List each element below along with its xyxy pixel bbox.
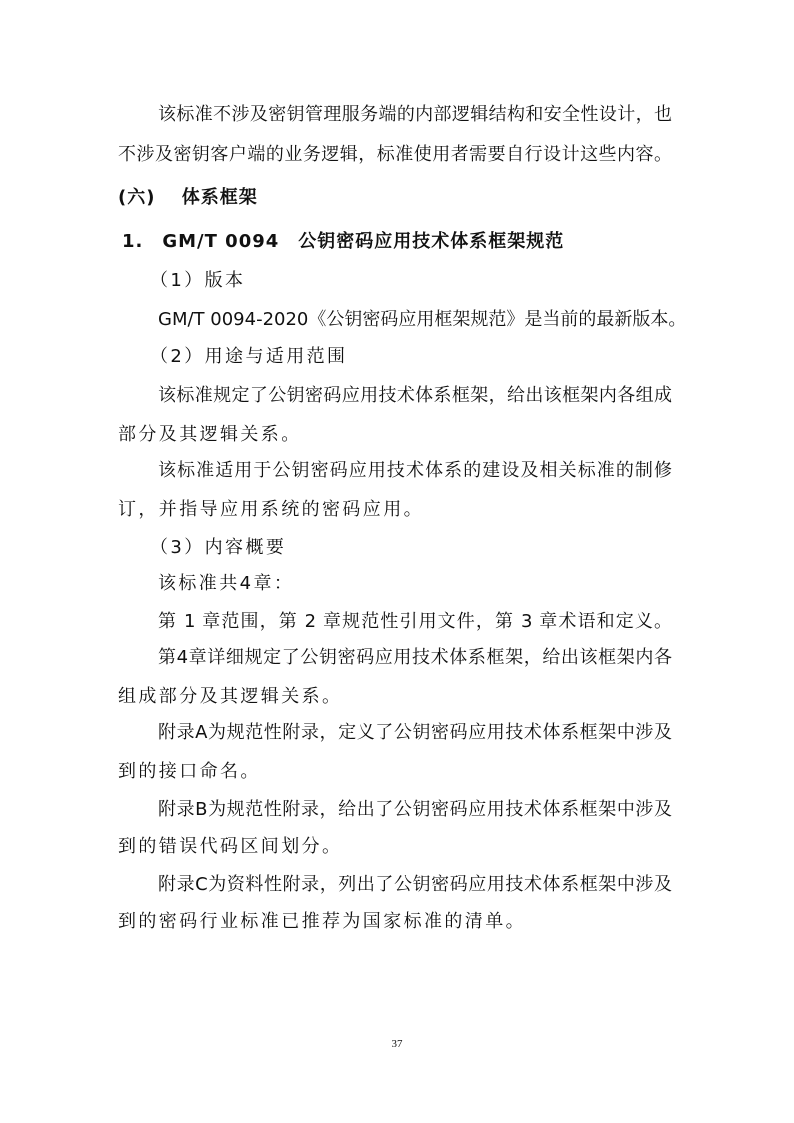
paragraph-line: 不涉及密钥客户端的业务逻辑，标准使用者需要自行设计这些内容。 (118, 144, 672, 165)
paragraph-line: 附录C为资料性附录，列出了公钥密码应用技术体系框架中涉及 (158, 874, 672, 895)
item-heading: （1）版本 (150, 270, 246, 291)
paragraph-line: 部分及其逻辑关系。 (118, 424, 302, 445)
section-heading: (六) 体系框架 (118, 187, 258, 208)
paragraph-line: 该标准共4章： (158, 573, 295, 594)
paragraph-line: 组成部分及其逻辑关系。 (118, 686, 343, 707)
paragraph-line: 订，并指导应用系统的密码应用。 (118, 499, 424, 520)
paragraph-line: 第4章详细规定了公钥密码应用技术体系框架，给出该框架内各 (158, 647, 672, 668)
page-number: 37 (391, 1038, 403, 1050)
paragraph-line: 该标准不涉及密钥管理服务端的内部逻辑结构和安全性设计，也 (158, 104, 672, 125)
paragraph-line: GM/T 0094-2020《公钥密码应用框架规范》是当前的最新版本。 (158, 309, 687, 330)
paragraph-line: 附录B为规范性附录，给出了公钥密码应用技术体系框架中涉及 (158, 799, 672, 820)
item-heading: （2）用途与适用范围 (150, 346, 348, 367)
paragraph-line: 附录A为规范性附录，定义了公钥密码应用技术体系框架中涉及 (158, 722, 672, 743)
paragraph-line: 到的接口命名。 (118, 761, 261, 782)
paragraph-line: 该标准规定了公钥密码应用技术体系框架，给出该框架内各组成 (158, 385, 672, 406)
paragraph-line: 到的错误代码区间划分。 (118, 836, 343, 857)
paragraph-line: 到的密码行业标准已推荐为国家标准的清单。 (118, 911, 526, 932)
item-heading: （3）内容概要 (150, 537, 287, 558)
subsection-heading: 1. GM/T 0094 公钥密码应用技术体系框架规范 (122, 231, 565, 252)
paragraph-line: 该标准适用于公钥密码应用技术体系的建设及相关标准的制修 (158, 460, 672, 481)
paragraph-line: 第 1 章范围，第 2 章规范性引用文件，第 3 章术语和定义。 (158, 611, 672, 632)
